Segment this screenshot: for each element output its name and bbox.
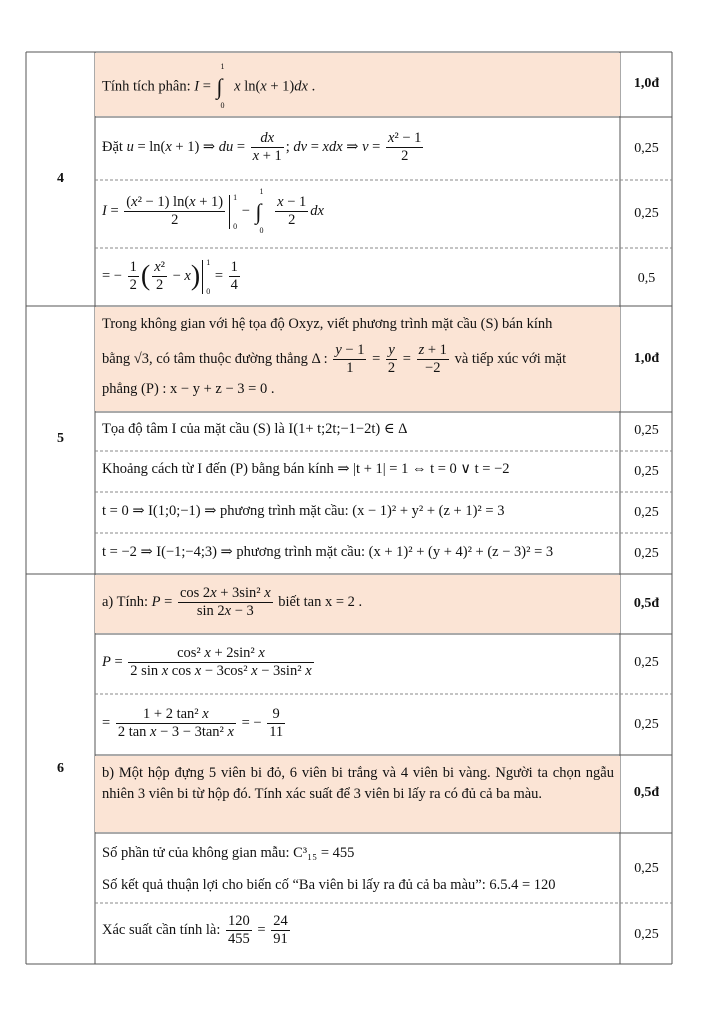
q6b-step2-label: Xác suất cần tính là:: [102, 921, 221, 938]
q4-task: Tính tích phân: I = ∫ 1 0 x ln(x + 1)dx .: [102, 62, 316, 110]
q6a-step2: = $\frac{\text{1 + 2 tan² x}}{\text{2 tan x − 3 − 3tan² x}}$ = − $\frac{9}{11}$: [102, 706, 284, 740]
q6b-step1-line2: Số kết quả thuận lợi cho biến cố “Ba viên bi lấy ra đủ cả ba màu”: 6.5.4 = 120: [102, 877, 556, 893]
q5-task-line3: phẳng (P) : x − y + z − 3 = 0 .: [102, 381, 275, 397]
q6a-task: a) Tính: P = $\frac{\text{cos 2x + 3sin² x}}{\sin 2x - 3}$ biết tan x = 2 .: [102, 585, 363, 619]
q6a-task-points: 0,5đ: [633, 596, 660, 611]
q5-step3-points: 0,25: [634, 505, 659, 520]
q6a-step1: P = $\frac{\text{cos² x + 2sin² x}}{\text{2 sin x cos x − 3cos² x − 3sin² x}}$: [102, 645, 312, 679]
q6a-step1-points: 0,25: [634, 655, 659, 670]
q6b-step1-line1: Số phần tử của không gian mẫu: C³₁₅ = 455: [102, 845, 355, 861]
q4-step2: I = $\frac{\text{(x² − 1) ln(x + 1)}}{2}$ 1 0 − ∫ 1 0 $\frac{x - 1}{2}$ dx: [102, 186, 324, 235]
q6a-task-suffix: biết tan x = 2 .: [278, 593, 363, 610]
q6b-task-points: 0,5đ: [633, 785, 660, 800]
q4-task-points: 1,0đ: [633, 76, 660, 91]
q5-task-line1: Trong không gian với hệ tọa độ Oxyz, viết phương trình mặt cầu (S) bán kính: [102, 316, 553, 332]
q6a-step2-points: 0,25: [634, 717, 659, 732]
question-number-5: 5: [57, 431, 64, 446]
q5-step2-points: 0,25: [634, 464, 659, 479]
q4-step3-points: 0,5: [637, 271, 656, 286]
q5-step2: Khoảng cách từ I đến (P) bằng bán kính ⇒ |t + 1| = 1 ⇔ t = 0 ∨ t = −2: [102, 461, 510, 477]
q4-task-label: Tính tích phân:: [102, 78, 191, 95]
q6a-task-label: a) Tính:: [102, 593, 149, 610]
q5-task-line2-b: và tiếp xúc với mặt: [454, 350, 567, 367]
q4-step1-label: Đặt: [102, 138, 123, 155]
q6b-task: b) Một hộp đựng 5 viên bi đỏ, 6 viên bi trắng và 4 viên bi vàng. Người ta chọn ngẫu nhiên 3 viên bi từ hộp đó. Tính xác suất để 3 viên bi lấy ra có đủ cả ba màu.: [102, 765, 614, 802]
q6b-step2-points: 0,25: [634, 927, 659, 942]
q5-step4-points: 0,25: [634, 546, 659, 561]
q4-step2-points: 0,25: [634, 206, 659, 221]
q5-step3: t = 0 ⇒ I(1;0;−1) ⇒ phương trình mặt cầu: (x − 1)² + y² + (z + 1)² = 3: [102, 503, 505, 519]
q5-task-line2: bằng √3, có tâm thuộc đường thẳng Δ : $\frac{y - 1}{1}$ = $\frac{y}{2}$ = $\frac{z + 1}{-2}$ và tiếp xúc với mặt: [102, 342, 567, 376]
q5-task-points: 1,0đ: [633, 351, 660, 366]
q6b-step1-points: 0,25: [634, 861, 659, 876]
q5-step4: t = −2 ⇒ I(−1;−4;3) ⇒ phương trình mặt cầu: (x + 1)² + (y + 4)² + (z − 3)² = 3: [102, 544, 554, 560]
q4-step1: Đặt u = ln(x + 1) ⇒ du = $\frac{dx}{x + 1}$ ; dv = xdx ⇒ v = $\frac{\text{x² − 1}}{2}$: [102, 130, 422, 164]
question-number-4: 4: [57, 171, 64, 186]
q5-step1-points: 0,25: [634, 423, 659, 438]
q5-task-line2-a: bằng √3, có tâm thuộc đường thẳng: [102, 350, 308, 367]
q5-step1: Tọa độ tâm I của mặt cầu (S) là I(1+ t;2t;−1−2t) ∈ Δ: [102, 421, 408, 437]
q4-step3: = − $\frac{1}{2}$ ( $\frac{\text{x²}}{2}$ − x) 1 0 = $\frac{1}{4}$: [102, 257, 238, 296]
question-number-6: 6: [57, 761, 64, 776]
q4-step1-points: 0,25: [634, 141, 659, 156]
q6b-step2: Xác suất cần tính là: $\frac{120}{455}$ = $\frac{24}{91}$: [102, 913, 288, 947]
